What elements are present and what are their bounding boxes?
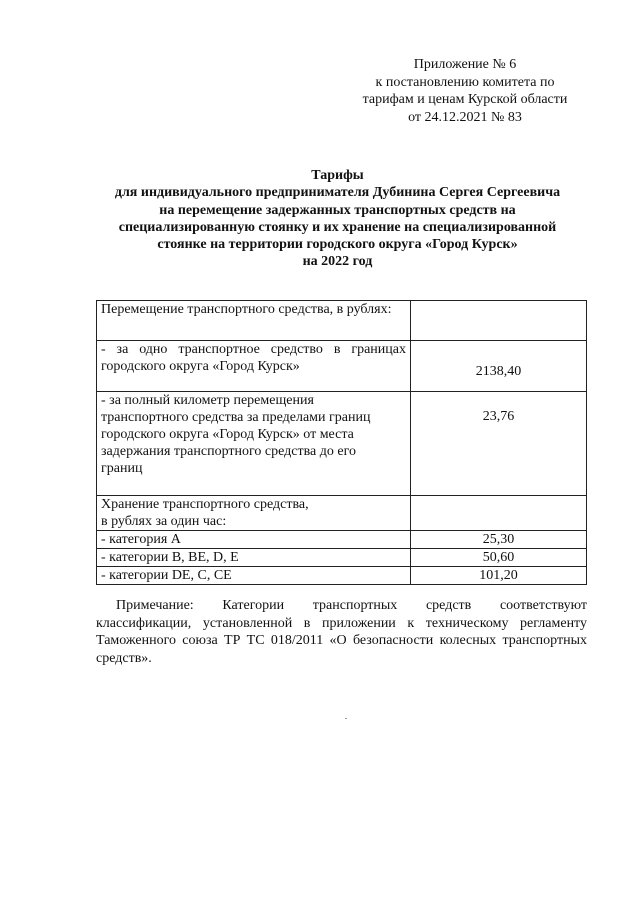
appendix-line: от 24.12.2021 № 83 [408, 109, 522, 125]
title-line: Тарифы [311, 168, 364, 183]
label-line: - за одно транспортное средство в границах [101, 342, 406, 357]
label-line: границ [101, 461, 143, 476]
label-line: - категории DE, C, CE [101, 568, 232, 583]
title-line: на перемещение задержанных транспортных средств на [159, 202, 516, 218]
row-value: 101,20 [411, 567, 587, 585]
title-line: для индивидуального предпринимателя Дубинина Сергея Сергеевича [114, 185, 561, 201]
label-line: городского округа «Город Курск» от места [101, 427, 354, 442]
row-label [97, 301, 411, 341]
row-label [97, 549, 411, 567]
note-line: Таможенного союза ТР ТС 018/2011 «О безопасности колесных транспортных [96, 633, 587, 648]
row-value: 23,76 [411, 392, 587, 496]
row-value: 50,60 [411, 549, 587, 567]
label-line: - за полный километр перемещения [101, 393, 314, 408]
table-row [97, 341, 587, 392]
appendix-line: Приложение № 6 [413, 57, 517, 72]
title-line: стоянке на территории городского округа «Город Курск» [157, 237, 518, 253]
table-row [97, 392, 587, 496]
label-line: в рублях за один час: [101, 514, 227, 529]
label-line: городского округа «Город Курск» [101, 359, 300, 374]
label-line: Хранение транспортного средства, [101, 497, 309, 512]
row-label [97, 531, 411, 549]
scan-speck [345, 718, 347, 719]
label-line: задержания транспортного средства до его [101, 444, 356, 459]
row-value: 2138,40 [411, 341, 587, 392]
table-row [97, 567, 587, 585]
table-row [97, 531, 587, 549]
table-row [97, 549, 587, 567]
title-line: специализированную стоянку и их хранение на специализированной [118, 219, 557, 235]
appendix-line: тарифам и ценам Курской области [362, 92, 568, 107]
row-label [97, 392, 411, 496]
row-value [411, 301, 587, 341]
tariff-table [96, 300, 587, 585]
note-line: средств». [96, 650, 152, 666]
label-line: транспортного средства за пределами границ [101, 410, 371, 425]
row-value [411, 496, 587, 531]
row-label [97, 496, 411, 531]
label-line: Перемещение транспортного средства, в рублях: [101, 302, 392, 317]
note-line: классификации, установленной в приложении к техническому регламенту [96, 615, 587, 631]
note-paragraph [96, 597, 587, 667]
title-line: на 2022 год [302, 254, 373, 270]
appendix-header [340, 56, 590, 126]
table-row [97, 301, 587, 341]
document-title [80, 167, 595, 271]
note-line: Примечание: Категории транспортных средств соответствуют [116, 598, 587, 613]
row-label [97, 567, 411, 585]
row-label [97, 341, 411, 392]
row-value: 25,30 [411, 531, 587, 549]
table-row [97, 496, 587, 531]
label-line: - категория А [101, 532, 181, 547]
label-line: - категории B, BE, D, E [101, 550, 239, 565]
appendix-line: к постановлению комитета по [375, 74, 555, 90]
